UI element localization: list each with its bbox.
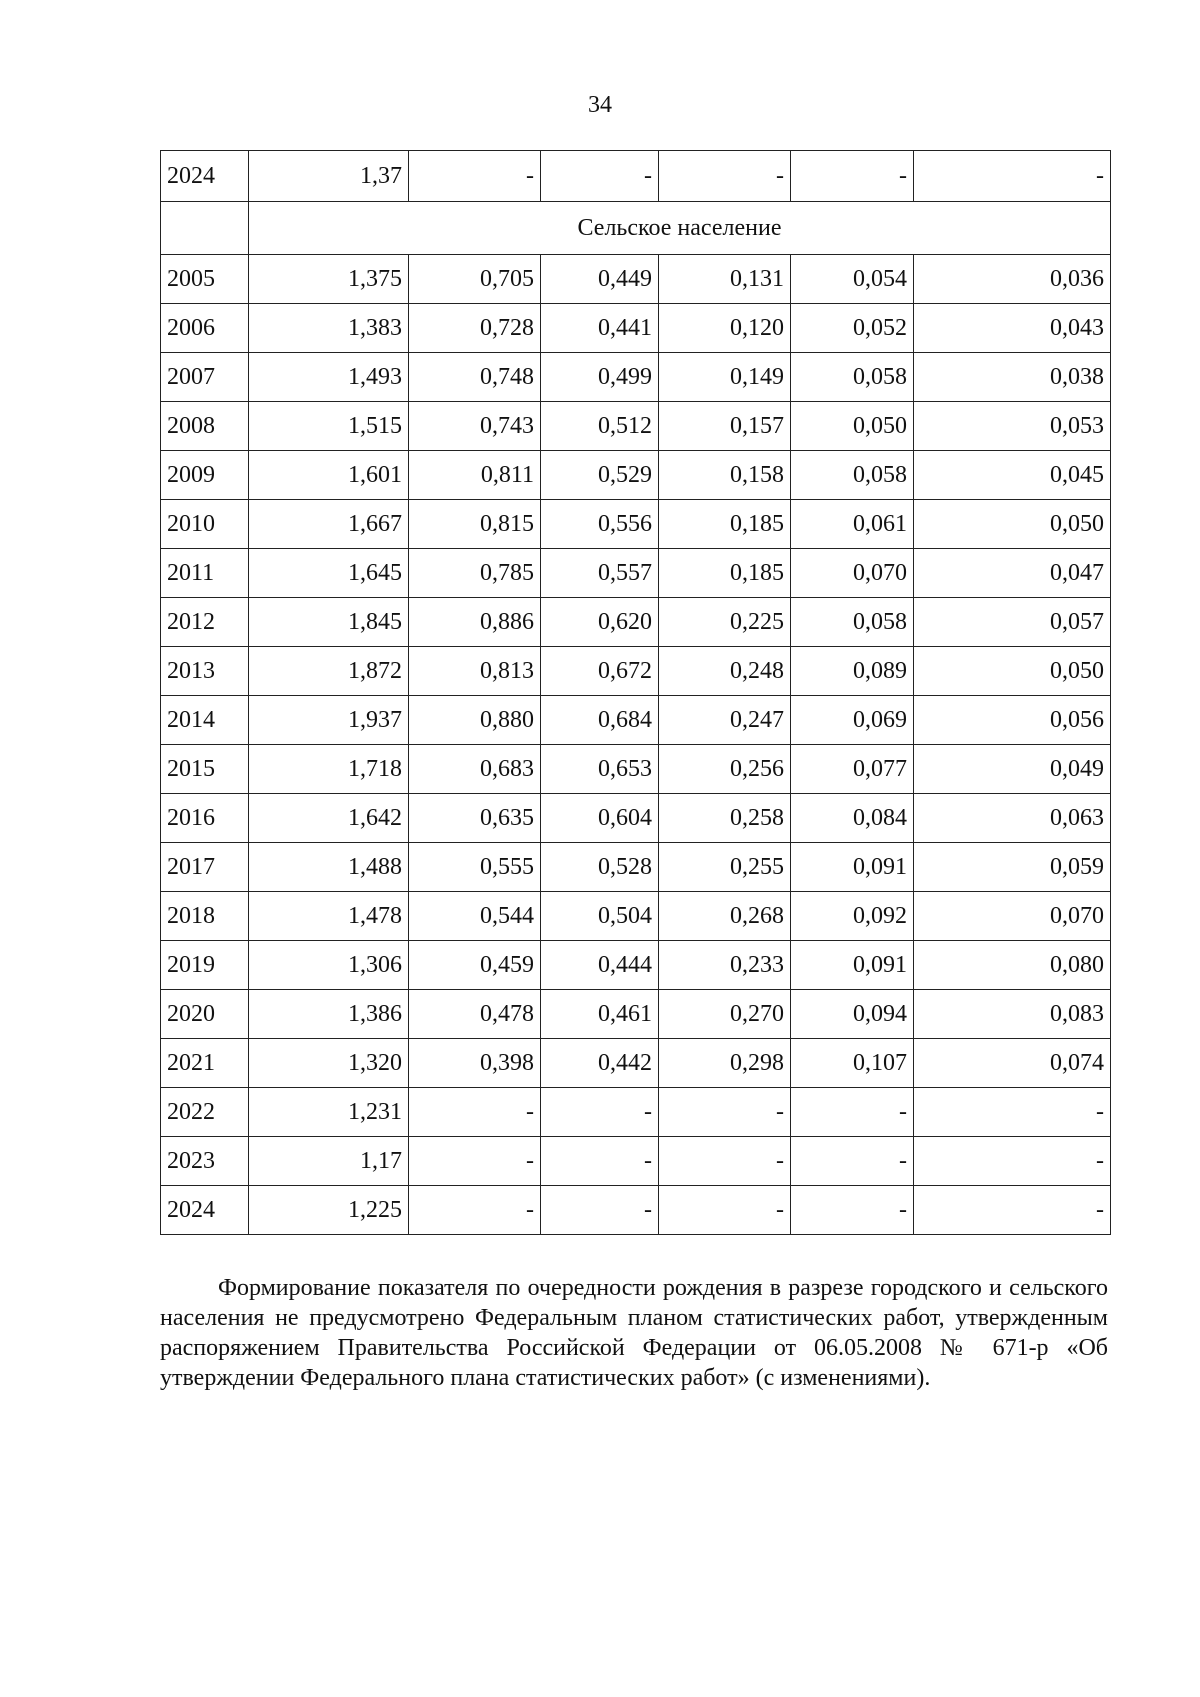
value-cell: 1,225: [249, 1186, 409, 1235]
value-cell: 0,089: [791, 647, 914, 696]
value-cell: 0,047: [914, 549, 1111, 598]
value-cell: 0,056: [914, 696, 1111, 745]
value-cell: 0,748: [409, 353, 541, 402]
value-cell: 1,515: [249, 402, 409, 451]
value-cell: -: [791, 1088, 914, 1137]
year-cell: 2024: [161, 1186, 249, 1235]
value-cell: 0,555: [409, 843, 541, 892]
value-cell: 0,811: [409, 451, 541, 500]
value-cell: -: [541, 1137, 659, 1186]
value-cell: 0,091: [791, 941, 914, 990]
value-cell: 1,645: [249, 549, 409, 598]
value-cell: 0,074: [914, 1039, 1111, 1088]
value-cell: -: [659, 151, 791, 202]
value-cell: 1,667: [249, 500, 409, 549]
section-empty-cell: [161, 202, 249, 255]
year-cell: 2008: [161, 402, 249, 451]
year-cell: 2018: [161, 892, 249, 941]
value-cell: 0,084: [791, 794, 914, 843]
value-cell: 0,057: [914, 598, 1111, 647]
year-cell: 2022: [161, 1088, 249, 1137]
value-cell: 1,872: [249, 647, 409, 696]
table-row: [161, 1137, 1111, 1186]
table-body: [161, 151, 1111, 1235]
table-row: [161, 941, 1111, 990]
value-cell: 0,672: [541, 647, 659, 696]
value-cell: 0,050: [791, 402, 914, 451]
table-row: [161, 402, 1111, 451]
value-cell: 1,37: [249, 151, 409, 202]
value-cell: -: [409, 151, 541, 202]
value-cell: 0,255: [659, 843, 791, 892]
value-cell: -: [791, 151, 914, 202]
value-cell: -: [541, 1186, 659, 1235]
value-cell: 0,070: [791, 549, 914, 598]
value-cell: 1,320: [249, 1039, 409, 1088]
value-cell: 0,544: [409, 892, 541, 941]
year-cell: 2021: [161, 1039, 249, 1088]
value-cell: 0,149: [659, 353, 791, 402]
value-cell: 1,718: [249, 745, 409, 794]
table-row: [161, 598, 1111, 647]
value-cell: 1,601: [249, 451, 409, 500]
value-cell: -: [409, 1088, 541, 1137]
value-cell: 0,813: [409, 647, 541, 696]
value-cell: 0,094: [791, 990, 914, 1039]
value-cell: 0,529: [541, 451, 659, 500]
value-cell: 0,120: [659, 304, 791, 353]
year-cell: 2023: [161, 1137, 249, 1186]
value-cell: 0,298: [659, 1039, 791, 1088]
year-cell: 2009: [161, 451, 249, 500]
value-cell: 0,091: [791, 843, 914, 892]
value-cell: 1,386: [249, 990, 409, 1039]
value-cell: 1,383: [249, 304, 409, 353]
value-cell: 0,038: [914, 353, 1111, 402]
table-row: [161, 304, 1111, 353]
value-cell: -: [409, 1137, 541, 1186]
value-cell: 1,231: [249, 1088, 409, 1137]
value-cell: 0,157: [659, 402, 791, 451]
table-row: [161, 1186, 1111, 1235]
year-cell: 2011: [161, 549, 249, 598]
value-cell: 0,504: [541, 892, 659, 941]
table-row: [161, 892, 1111, 941]
value-cell: 0,256: [659, 745, 791, 794]
value-cell: 0,556: [541, 500, 659, 549]
value-cell: 0,785: [409, 549, 541, 598]
section-row: [161, 202, 1111, 255]
value-cell: 1,17: [249, 1137, 409, 1186]
table-row: [161, 794, 1111, 843]
value-cell: 0,225: [659, 598, 791, 647]
value-cell: 0,061: [791, 500, 914, 549]
table-row: [161, 353, 1111, 402]
value-cell: 0,880: [409, 696, 541, 745]
year-cell: 2012: [161, 598, 249, 647]
value-cell: -: [659, 1137, 791, 1186]
value-cell: 0,728: [409, 304, 541, 353]
year-cell: 2019: [161, 941, 249, 990]
value-cell: -: [791, 1137, 914, 1186]
year-cell: 2024: [161, 151, 249, 202]
value-cell: 1,493: [249, 353, 409, 402]
value-cell: -: [914, 1137, 1111, 1186]
value-cell: 0,258: [659, 794, 791, 843]
table-row: [161, 1039, 1111, 1088]
year-cell: 2014: [161, 696, 249, 745]
year-cell: 2006: [161, 304, 249, 353]
year-cell: 2016: [161, 794, 249, 843]
value-cell: 1,306: [249, 941, 409, 990]
value-cell: 0,268: [659, 892, 791, 941]
year-cell: 2017: [161, 843, 249, 892]
value-cell: 0,069: [791, 696, 914, 745]
value-cell: 0,684: [541, 696, 659, 745]
page-number: 34: [588, 92, 612, 118]
value-cell: 1,845: [249, 598, 409, 647]
value-cell: 0,653: [541, 745, 659, 794]
table-row: [161, 990, 1111, 1039]
value-cell: 0,059: [914, 843, 1111, 892]
value-cell: 0,092: [791, 892, 914, 941]
value-cell: 0,050: [914, 500, 1111, 549]
value-cell: 0,743: [409, 402, 541, 451]
table-row: [161, 843, 1111, 892]
value-cell: 0,512: [541, 402, 659, 451]
value-cell: 0,070: [914, 892, 1111, 941]
value-cell: 0,499: [541, 353, 659, 402]
footnote-paragraph: Формирование показателя по очередности рождения в разрезе городского и сельского населения не предусмотрено Федеральным планом статистических работ, утвержденным распоряжением Правительства Российской Федерации от 06.05.2008 № 671-р «Об утверждении Федерального плана статистических работ» (с изменениями).: [160, 1275, 1108, 1391]
table-row: [161, 500, 1111, 549]
table-row: [161, 696, 1111, 745]
table-row: [161, 151, 1111, 202]
value-cell: 0,398: [409, 1039, 541, 1088]
value-cell: -: [409, 1186, 541, 1235]
value-cell: 0,270: [659, 990, 791, 1039]
value-cell: 0,459: [409, 941, 541, 990]
value-cell: 0,043: [914, 304, 1111, 353]
value-cell: 0,058: [791, 353, 914, 402]
value-cell: -: [914, 151, 1111, 202]
value-cell: 0,077: [791, 745, 914, 794]
year-cell: 2005: [161, 255, 249, 304]
value-cell: 1,488: [249, 843, 409, 892]
value-cell: -: [791, 1186, 914, 1235]
value-cell: 0,247: [659, 696, 791, 745]
value-cell: 0,083: [914, 990, 1111, 1039]
value-cell: 1,642: [249, 794, 409, 843]
value-cell: 0,478: [409, 990, 541, 1039]
value-cell: 0,045: [914, 451, 1111, 500]
value-cell: 0,131: [659, 255, 791, 304]
value-cell: 0,528: [541, 843, 659, 892]
year-cell: 2015: [161, 745, 249, 794]
value-cell: 0,815: [409, 500, 541, 549]
value-cell: 0,158: [659, 451, 791, 500]
value-cell: 0,683: [409, 745, 541, 794]
value-cell: 1,478: [249, 892, 409, 941]
value-cell: 0,442: [541, 1039, 659, 1088]
table-row: [161, 647, 1111, 696]
value-cell: 1,937: [249, 696, 409, 745]
table-row: [161, 451, 1111, 500]
value-cell: 0,052: [791, 304, 914, 353]
value-cell: -: [914, 1088, 1111, 1137]
year-cell: 2020: [161, 990, 249, 1039]
value-cell: 0,557: [541, 549, 659, 598]
value-cell: 0,058: [791, 598, 914, 647]
value-cell: 0,604: [541, 794, 659, 843]
value-cell: -: [541, 1088, 659, 1137]
value-cell: 0,449: [541, 255, 659, 304]
value-cell: 0,080: [914, 941, 1111, 990]
value-cell: 0,635: [409, 794, 541, 843]
value-cell: 0,049: [914, 745, 1111, 794]
value-cell: 0,036: [914, 255, 1111, 304]
value-cell: 0,063: [914, 794, 1111, 843]
value-cell: 0,705: [409, 255, 541, 304]
value-cell: 0,050: [914, 647, 1111, 696]
value-cell: -: [914, 1186, 1111, 1235]
value-cell: 0,185: [659, 549, 791, 598]
value-cell: 0,248: [659, 647, 791, 696]
value-cell: 0,058: [791, 451, 914, 500]
table-row: [161, 255, 1111, 304]
value-cell: -: [659, 1186, 791, 1235]
year-cell: 2010: [161, 500, 249, 549]
year-cell: 2007: [161, 353, 249, 402]
value-cell: 0,461: [541, 990, 659, 1039]
value-cell: 0,444: [541, 941, 659, 990]
value-cell: 0,233: [659, 941, 791, 990]
fertility-table: [160, 150, 1111, 1235]
table-row: [161, 1088, 1111, 1137]
value-cell: 0,107: [791, 1039, 914, 1088]
value-cell: 0,053: [914, 402, 1111, 451]
value-cell: 0,441: [541, 304, 659, 353]
value-cell: -: [541, 151, 659, 202]
value-cell: 0,185: [659, 500, 791, 549]
value-cell: 0,054: [791, 255, 914, 304]
section-title: Сельское население: [249, 202, 1111, 255]
table-row: [161, 745, 1111, 794]
value-cell: -: [659, 1088, 791, 1137]
value-cell: 1,375: [249, 255, 409, 304]
value-cell: 0,886: [409, 598, 541, 647]
value-cell: 0,620: [541, 598, 659, 647]
table-row: [161, 549, 1111, 598]
year-cell: 2013: [161, 647, 249, 696]
